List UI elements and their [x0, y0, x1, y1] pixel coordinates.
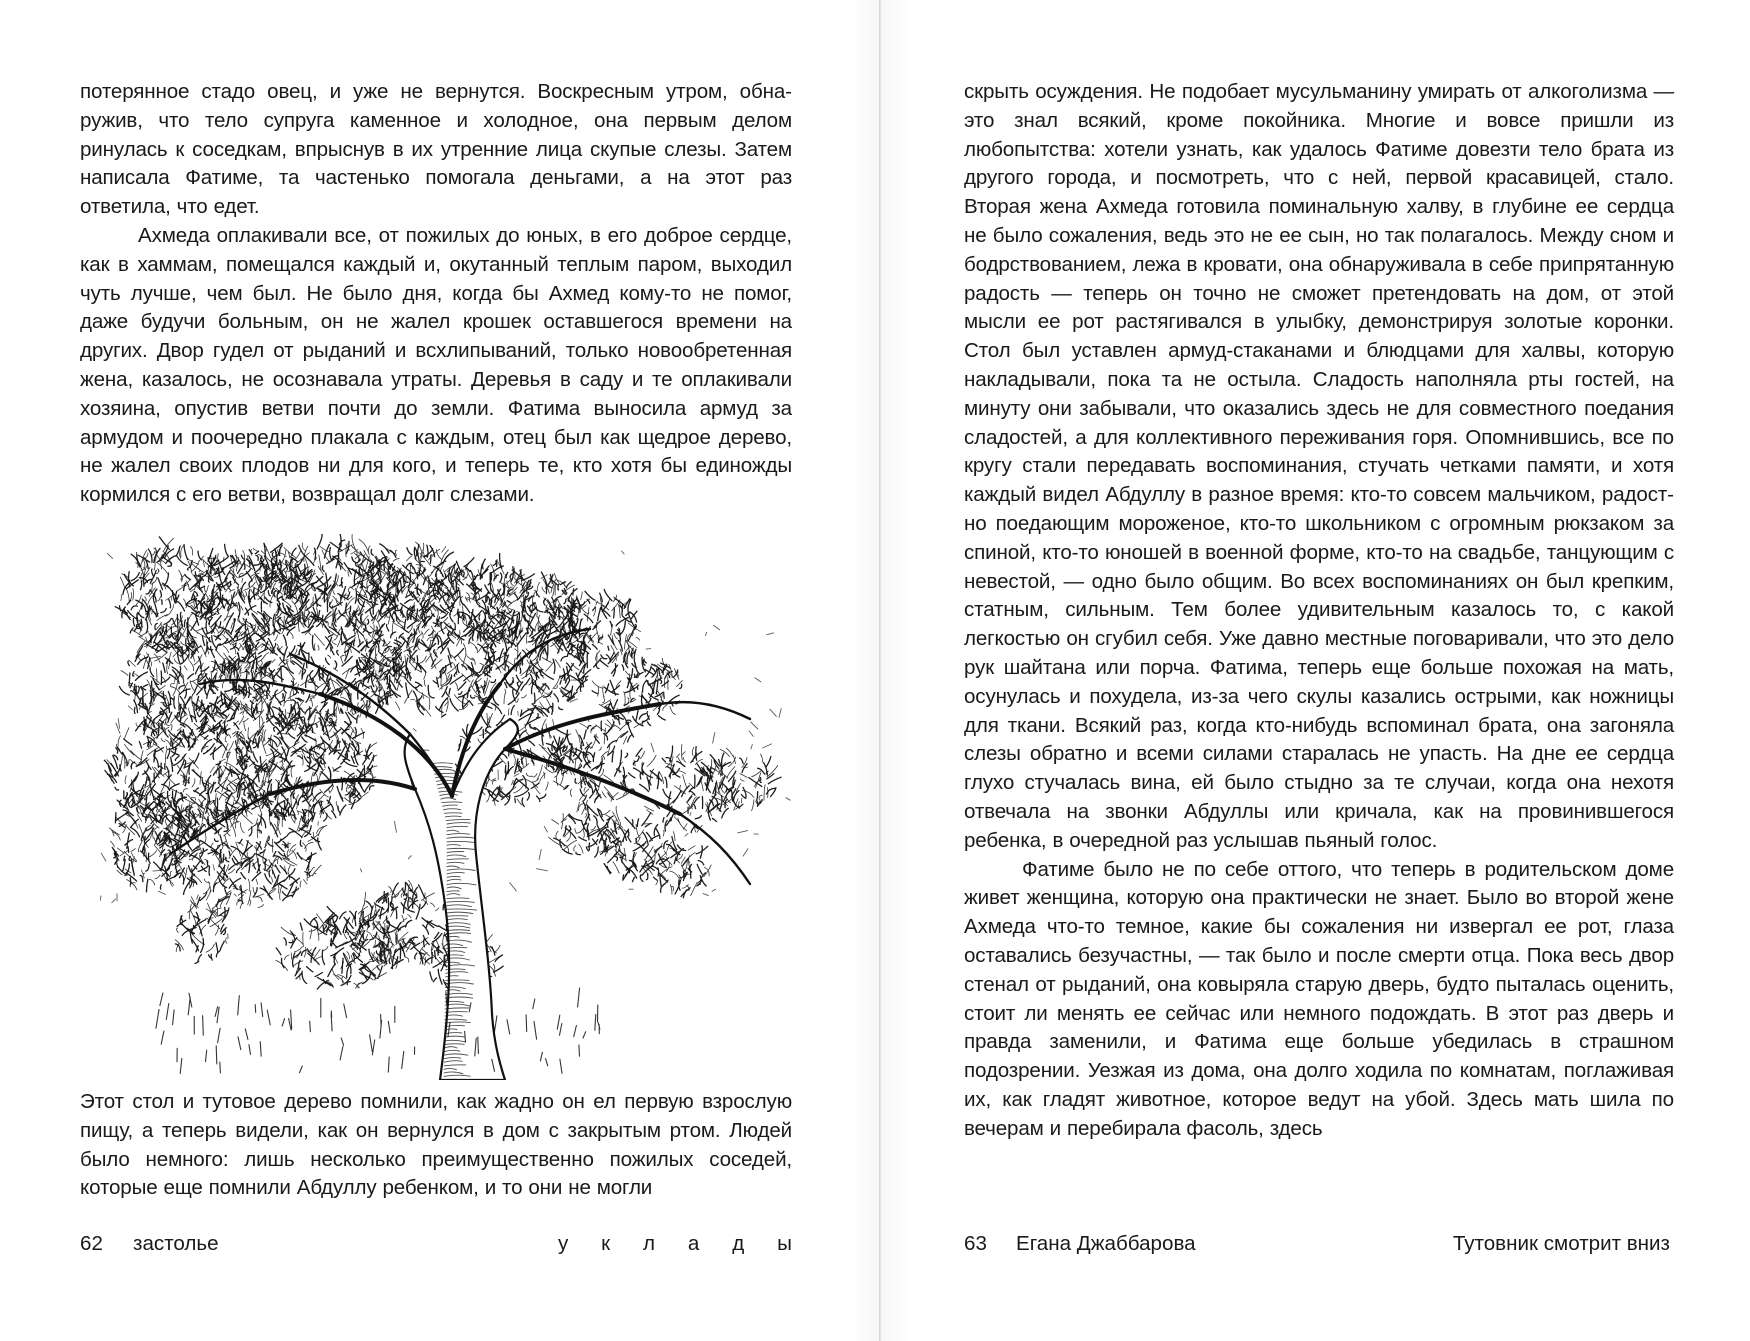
running-book-title: Тутовник смотрит вниз	[1452, 1232, 1670, 1255]
gutter-shadow	[850, 0, 879, 1341]
running-author: Егана Джаббарова	[1016, 1232, 1196, 1255]
paragraph: Этот стол и тутовое дерево помнили, как жадно он ел первую взрослую пищу, а теперь видели, как он вернулся в дом с закрытым ртом. Людей было немного: лишь несколько преимущественно пожилых соседей, которые еще помнили Абдуллу ребенком, и то они не могли	[80, 1090, 792, 1200]
series-letter: д	[732, 1232, 745, 1255]
left-page	[80, 0, 810, 1341]
book-gutter	[879, 0, 881, 1341]
page-number: 63	[964, 1232, 987, 1255]
paragraph: потерянное стадо овец, и уже не вернутся. Воскресным утром, обнаружив, что тело супруга каменное и холодное, она первым делом ринулась к соседкам, впрыснув в их утренние лица скупые слезы. Затем написала Фатиме, та частенько помогала деньгами, а на этот раз ответила, что едет.	[80, 80, 792, 219]
series-letter: ы	[777, 1232, 792, 1255]
right-page-text	[964, 78, 1674, 1143]
series-name	[558, 1230, 792, 1258]
series-letter: а	[687, 1232, 700, 1255]
paragraph: скрыть осуждения. Не подобает мусульманину умирать от алкоголизма — это знал всякий, кроме покойника. Многие и вовсе пришли из любопытства: хотели узнать, как удалось Фатиме довезти тело брата из другого города, и посмотреть, что с ней, первой красавицей, стало. Вторая жена Ахмеда готовила поминальную халву, в глубине ее сердца не было сожаления, ведь это не ее сын, но так полагалось. Между сном и бодрствованием, лежа в кровати, она обнаруживала в себе припрятанную радость — теперь он точно не сможет претендовать на дом, от этой мысли ее рот растягивался в улыбку, демонстрируя золотые коронки. Стол был уставлен армуд-стаканами и блюдцами для халвы, которую накладывали, пока та не остыла. Сладость наполняла рты гостей, на минуту они забывали, что оказались здесь не для совместного поедания сладостей, а для коллективного переживания горя. Опомнившись, все по кругу стали передавать воспоминания, стучать четками памяти, и хотя каждый видел Абдуллу в разное время: кто-то совсем мальчиком, радостно поедающим мороженое, кто-то школьником с огромным рюкзаком за спиной, кто-то юношей в военной форме, кто-то на свадьбе, танцующим с невестой, — одно было общим. Во всех воспоминаниях он был крепким, статным, сильным. Тем более удивительным казалось то, с какой легкостью он сгубил себя. Уже давно местные поговаривали, что это дело рук шайтана или порча. Фатима, теперь еще больше похожая на мать, осунулась и похудела, из-за чего скулы казались острыми, как ножницы для ткани. Всякий раз, когда кто-нибудь вспоминал брата, она загоняла слезы обратно и всеми силами старалась не упасть. На дне ее сердца глухо стучалась вина, ей было стыдно за те случаи, когда она нехотя отвечала на звонки Абдуллы или кричала, как на провинившегося ребенка, в очередной раз услышав пьяный голос.	[964, 80, 1674, 852]
left-page-text-bottom	[80, 1088, 792, 1203]
series-letter: у	[558, 1232, 569, 1255]
series-letter: к	[601, 1232, 611, 1255]
paragraph: Ахмеда оплакивали все, от пожилых до юных, в его доброе сердце, как в хаммам, помещался каждый и, окутанный теплым паром, выходил чуть лучше, чем был. Не было дня, когда бы Ахмед кому-то не помог, даже будучи больным, он не жалел крошек оставшегося времени на других. Двор гудел от рыданий и всхлипываний, только новообретенная жена, казалось, не осознавала утраты. Деревья в саду и те оплакивали хозяина, опустив ветви почти до земли. Фатима выносила армуд за армудом и поочередно плакала с каждым, отец был как щедрое дерево, не жалел своих плодов ни для кого, и теперь те, кто хотя бы единожды кормился с его ветви, возвращал долг слезами.	[80, 223, 792, 507]
mulberry-tree-drawing	[80, 534, 810, 1080]
running-section-title: застолье	[133, 1232, 219, 1255]
page-number: 62	[80, 1232, 103, 1255]
left-page-text-top	[80, 78, 792, 510]
paragraph: Фатиме было не по себе оттого, что теперь в родительском доме живет женщина, которую она практически не знает. Было во второй жене Ахмеда что-то темное, какие бы сожаления ни извергал ее рот, глаза оставались безучастны, — так было и после смерти отца. Пока весь двор стенал от рыданий, она ковыряла старую дверь, будто пыталась оценить, стоит ли менять ее сейчас или немного подождать. В этот раз дверь и правда заменили, и Фатима еще больше убедилась в страшном подозрении. Уезжая из дома, она долго ходила по комнатам, поглаживая их, как гладят животное, которое ведут на убой. Здесь мать шила по вечерам и перебирала фасоль, здесь	[964, 857, 1674, 1140]
right-page	[964, 0, 1679, 1341]
tree-illustration	[80, 534, 810, 1080]
series-letter: л	[643, 1232, 656, 1255]
gutter-shadow	[881, 0, 910, 1341]
